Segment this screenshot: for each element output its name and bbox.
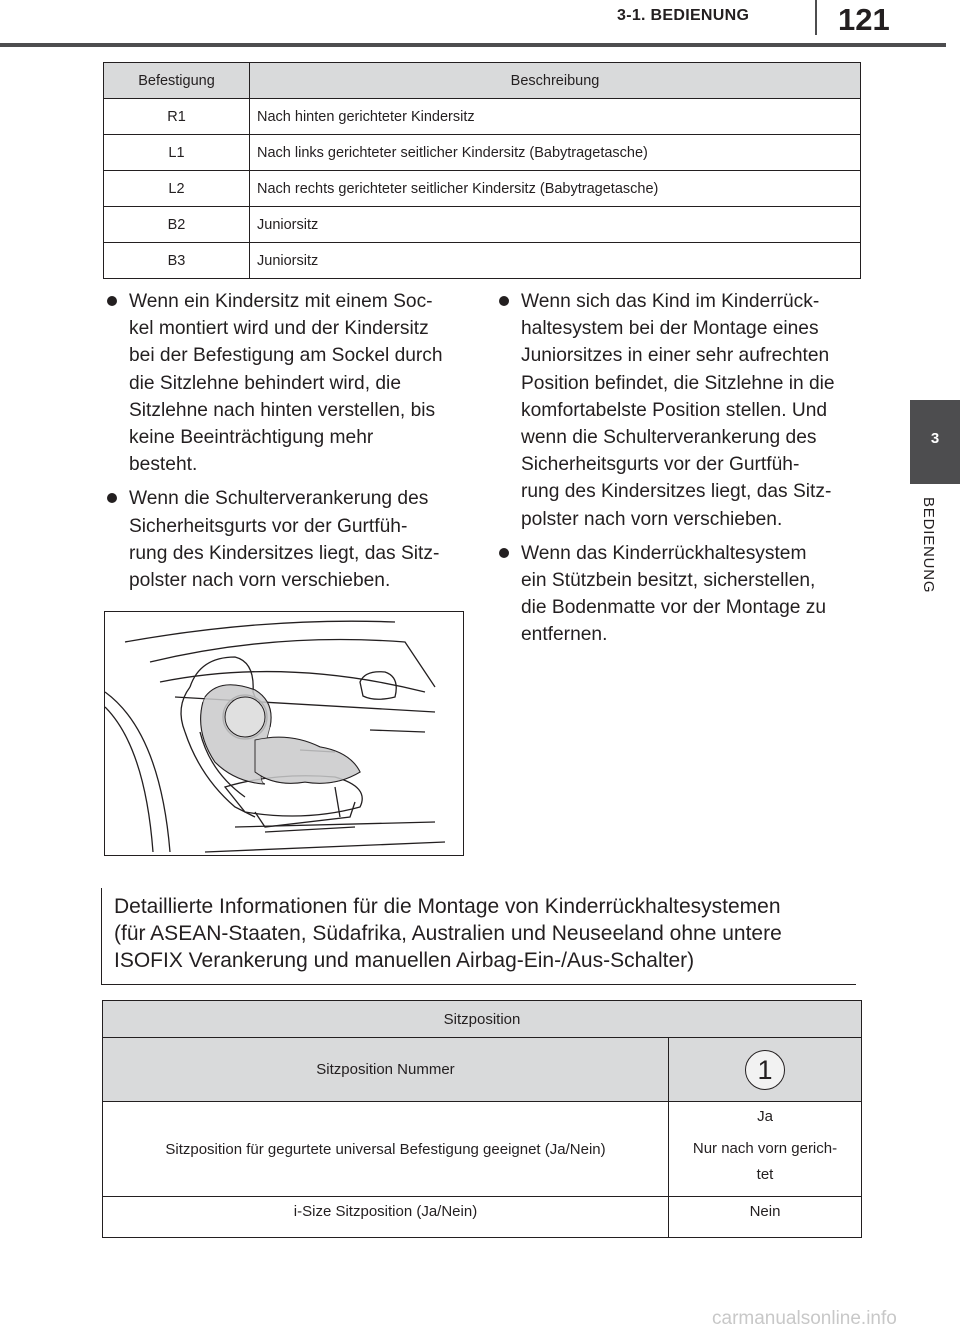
bullet-line: rung des Kindersitzes liegt, das Sitz- [129, 542, 440, 564]
bullet-item [497, 288, 877, 533]
seating-position-table [102, 1000, 862, 1238]
table-cell: L1 [104, 135, 250, 171]
table-cell: B2 [104, 207, 250, 243]
bullet-dot-icon [107, 296, 117, 306]
bullet-line: Wenn das Kinderrückhaltesystem [521, 542, 807, 564]
bullet-line: rung des Kindersitzes liegt, das Sitz- [521, 481, 832, 503]
left-column [105, 288, 475, 601]
bullet-line: ein Stützbein besitzt, sicherstellen, [521, 570, 816, 592]
chapter-tab-label: BEDIENUNG [920, 497, 937, 594]
table-cell: Nein [669, 1197, 862, 1238]
bullet-line: haltesystem bei der Montage eines [521, 318, 819, 340]
bullet-dot-icon [499, 548, 509, 558]
table-row [104, 171, 861, 207]
right-column [497, 288, 877, 656]
bullet-line: kel montiert wird und der Kindersitz [129, 318, 429, 340]
bullet-item [105, 288, 475, 478]
bullet-line: besteht. [129, 454, 198, 476]
header-divider [815, 0, 817, 35]
cell-line: Ja [757, 1108, 773, 1125]
table-cell: Juniorsitz [250, 207, 861, 243]
cell-line: Nur nach vorn gerich- [692, 1140, 838, 1157]
table-cell: B3 [104, 243, 250, 279]
table-header-row [103, 1001, 862, 1038]
table-header-row [104, 63, 861, 99]
bullet-line: komfortabelste Position stellen. Und [521, 399, 828, 421]
table-cell: L2 [104, 171, 250, 207]
bullet-line: Wenn die Schulterverankerung des [129, 488, 429, 510]
info-line: Detaillierte Informationen für die Montage von Kinderrückhaltesystemen [114, 895, 781, 918]
bullet-line: Position befindet, die Sitzlehne in die [521, 372, 835, 394]
bullet-line: wenn die Schulterverankerung des [521, 427, 817, 449]
table-cell: Nach rechts gerichteter seitlicher Kindersitz (Babytragetasche) [250, 171, 861, 207]
bullet-item [497, 540, 877, 649]
table-cell: Nach hinten gerichteter Kindersitz [250, 99, 861, 135]
section-title: 3-1. BEDIENUNG [617, 7, 750, 24]
bullet-line: Wenn ein Kindersitz mit einem Soc- [129, 291, 433, 312]
table-cell: Nach links gerichteter seitlicher Kindersitz (Babytragetasche) [250, 135, 861, 171]
table-header: Sitzposition [103, 1001, 862, 1038]
info-line: ISOFIX Verankerung und manuellen Airbag-Ein-/Aus-Schalter) [114, 949, 695, 972]
bullet-line: die Bodenmatte vor der Montage zu [521, 597, 827, 619]
header-rule [0, 43, 946, 47]
table-row [103, 1197, 862, 1238]
bullet-line: Sicherheitsgurts vor der Gurtfüh- [521, 454, 800, 476]
bullet-line: die Sitzlehne behindert wird, die [129, 372, 401, 394]
table-header: Beschreibung [250, 63, 861, 99]
table-cell [669, 1038, 862, 1102]
child-seat-illustration [104, 611, 464, 856]
chapter-tab-number: 3 [930, 430, 940, 447]
info-box-text [114, 893, 854, 974]
bullet-line: Sitzlehne nach hinten verstellen, bis [129, 399, 436, 421]
table-row [103, 1102, 862, 1197]
table-row [104, 207, 861, 243]
watermark-text: carmanualsonline.info [712, 1308, 897, 1329]
table-row [104, 135, 861, 171]
table-cell: Sitzposition für gegurtete universal Befestigung geeignet (Ja/Nein) [103, 1102, 669, 1197]
cell-line: tet [756, 1166, 774, 1183]
table-cell [669, 1102, 862, 1197]
bullet-item [105, 485, 475, 594]
table-row [103, 1038, 862, 1102]
table-header: Befestigung [104, 63, 250, 99]
bullet-line: Wenn sich das Kind im Kinderrück- [521, 291, 820, 312]
anchorage-table [103, 62, 861, 279]
table-cell: Juniorsitz [250, 243, 861, 279]
table-row [104, 243, 861, 279]
bullet-line: bei der Befestigung am Sockel durch [129, 345, 443, 367]
table-cell: i-Size Sitzposition (Ja/Nein) [103, 1197, 669, 1238]
table-cell: Sitzposition Nummer [103, 1038, 669, 1102]
bullet-line: polster nach vorn verschieben. [129, 570, 391, 592]
bullet-dot-icon [107, 493, 117, 503]
bullet-line: keine Beeinträchtigung mehr [129, 427, 374, 449]
page-number: 121 [838, 2, 890, 37]
seat-number-badge: 1 [745, 1050, 785, 1090]
bullet-line: polster nach vorn verschieben. [521, 508, 783, 530]
info-line: (für ASEAN-Staaten, Südafrika, Australien und Neuseeland ohne untere [114, 922, 782, 945]
bullet-line: Sicherheitsgurts vor der Gurtfüh- [129, 515, 408, 537]
table-row [104, 99, 861, 135]
car-seat-drawing [105, 612, 464, 856]
bullet-line: Juniorsitzes in einer sehr aufrechten [521, 345, 830, 367]
bullet-dot-icon [499, 296, 509, 306]
table-cell: R1 [104, 99, 250, 135]
bullet-line: entfernen. [521, 624, 608, 646]
